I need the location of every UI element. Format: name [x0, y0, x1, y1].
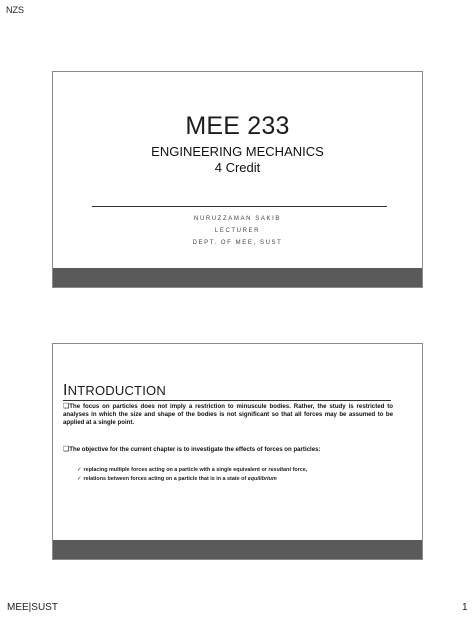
- checkmark-icon: ✓: [77, 467, 82, 473]
- heading-divider: [63, 400, 391, 401]
- author-name: NURUZZAMAN SAKIB: [194, 216, 281, 222]
- objective-list: [77, 466, 397, 484]
- list-item: ✓ replacing multiple forces acting on a particle with a single equivalent or resultant force,: [77, 467, 308, 473]
- course-title: ENGINEERING MECHANICS: [151, 144, 324, 159]
- bullet-box-icon: ❑: [63, 403, 70, 410]
- page-header: NZS: [6, 5, 24, 15]
- checkmark-icon: ✓: [77, 476, 82, 482]
- course-subtitle: [53, 144, 422, 176]
- author-position: LECTURER: [214, 228, 261, 234]
- section-heading: INTRODUCTION: [63, 382, 166, 399]
- slide-title: [52, 71, 423, 288]
- author-block: [53, 213, 422, 249]
- paragraph-focus: ❑The focus on particles does not imply a restriction to minuscule bodies. Rather, the study is restricted to analyses in which the size and shape of the bodies is not significant so that all forces may be assumed to be applied at a single point.: [63, 403, 393, 426]
- list-item: ✓ relations between forces acting on a particle that is in a state of equilibrium: [77, 476, 277, 482]
- slide-introduction: [52, 343, 423, 560]
- slide-footer-bar: [53, 540, 422, 559]
- author-department: DEPT. OF MEE, SUST: [192, 240, 283, 246]
- bullet-box-icon: ❑: [63, 446, 70, 453]
- course-credit: 4 Credit: [214, 160, 261, 175]
- title-divider: [92, 206, 387, 207]
- slide-footer-bar: [53, 268, 422, 287]
- page-number: 1: [462, 602, 468, 613]
- course-code: MEE 233: [185, 112, 290, 140]
- page-footer: MEE|SUST: [7, 602, 58, 613]
- paragraph-objective: ❑The objective for the current chapter is to investigate the effects of forces on particles:: [63, 446, 321, 453]
